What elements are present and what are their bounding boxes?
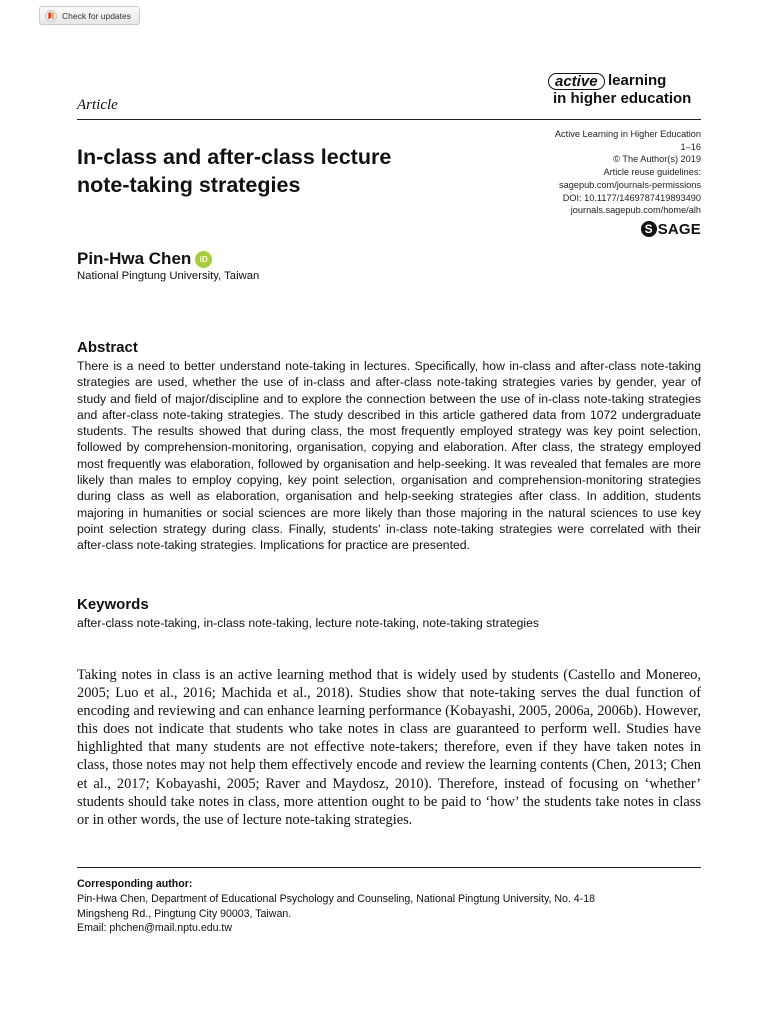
keywords-text: after-class note-taking, in-class note-taking, lecture note-taking, note-taking strategies xyxy=(77,616,540,630)
permissions-link[interactable]: sagepub.com/journals-permissions xyxy=(559,179,701,190)
copyright: © The Author(s) 2019 xyxy=(613,154,701,165)
sage-s-icon: S xyxy=(641,221,657,237)
author-name: Pin-Hwa Chen xyxy=(77,249,192,268)
journal-logo-line2: in higher education xyxy=(553,90,692,107)
orcid-icon[interactable]: iD xyxy=(195,251,212,268)
header-divider xyxy=(77,119,701,120)
journal-logo-line1: learning xyxy=(608,72,667,89)
corresponding-author-heading: Corresponding author: xyxy=(77,878,193,890)
journal-logo-pill: active xyxy=(548,73,605,90)
check-for-updates-icon xyxy=(45,10,57,22)
corresponding-author-email[interactable]: Email: phchen@mail.nptu.edu.tw xyxy=(77,922,233,935)
journal-name: Active Learning in Higher Education xyxy=(554,129,701,139)
body-paragraph: Taking notes in class is an active learning method that is widely used by students (Castello and Monereo, 2005; Luo et al., 2016; Machida et al., 2018). Studies show that note-taking serves the dual function of encoding and reviewing and can enhance learning performance (Kobayashi, 2005, 2006a, 2006b). However, this does not indicate that students who take notes in class are guaranteed to perform well. Studies have highlighted that many students are not effective note-takers; therefore, even if they have taken notes in class, those notes may not help them effectively encode and review the learning contents (Chen, 2013; Chen et al., 2017; Kobayashi, 2005; Raver and Maydosz, 2010). Therefore, instead of focusing on ‘whether’ students should take notes in class, more attention ought to be paid to ‘how’ the students take notes in class or in other words, the use of lecture note-taking strategies. xyxy=(77,667,701,828)
article-title xyxy=(77,143,477,199)
abstract-heading: Abstract xyxy=(77,339,138,356)
check-for-updates-button[interactable] xyxy=(39,6,140,25)
abstract-text: There is a need to better understand note-taking in lectures. Specifically, how in-class and after-class note-taking strategies are used, whether the use of in-class and after-class note-taking strategies varies by gender, year of study and field of major/discipline and to explore the connection between the use of in-class note-taking strategies and after-class note-taking strategies. The study described in this article gathered data from 1072 undergraduate students. The results showed that during class, the most frequently employed strategy was key point selection, followed by comprehension-monitoring, organisation, copying and elaboration. After class, the strategy employed most frequently was elaboration, followed by organisation and help-seeking. It was revealed that females are more likely than males to employ copying, key point selection, organisation and comprehension-monitoring strategies during class as well as elaboration, organisation and help-seeking strategies after class. In addition, students majoring in humanities or social sciences are more likely than those majoring in the natural sciences to use key point selection strategy during class. Finally, students' in-class note-taking strategies were correlated with their after-class note-taking strategies. Implications for practice are presented. xyxy=(77,359,701,553)
article-type-label: Article xyxy=(77,97,118,113)
corresponding-author-line1: Pin-Hwa Chen, Department of Educational Psychology and Counseling, National Pingtung University, No. 4-18 xyxy=(77,892,596,905)
author-line xyxy=(77,249,212,269)
keywords-heading: Keywords xyxy=(77,596,149,613)
journal-home-link[interactable]: journals.sagepub.com/home/alh xyxy=(570,205,701,216)
page-range: 1–16 xyxy=(680,141,701,152)
footer-divider xyxy=(77,867,701,868)
article-title-line2: note-taking strategies xyxy=(77,173,301,197)
corresponding-author xyxy=(77,877,701,936)
doi-link[interactable]: DOI: 10.1177/1469787419893490 xyxy=(562,192,701,203)
author-affiliation: National Pingtung University, Taiwan xyxy=(77,270,260,282)
publisher-logo xyxy=(641,219,701,239)
journal-info xyxy=(555,128,701,217)
journal-logo xyxy=(546,70,704,110)
publisher-name: SAGE xyxy=(657,220,701,238)
corresponding-author-line2: Mingsheng Rd., Pingtung City 90003, Taiwan. xyxy=(77,907,292,920)
check-for-updates-label: Check for updates xyxy=(62,10,131,21)
reuse-guidelines-label: Article reuse guidelines: xyxy=(603,167,701,178)
article-title-line1: In-class and after-class lecture xyxy=(77,145,392,169)
